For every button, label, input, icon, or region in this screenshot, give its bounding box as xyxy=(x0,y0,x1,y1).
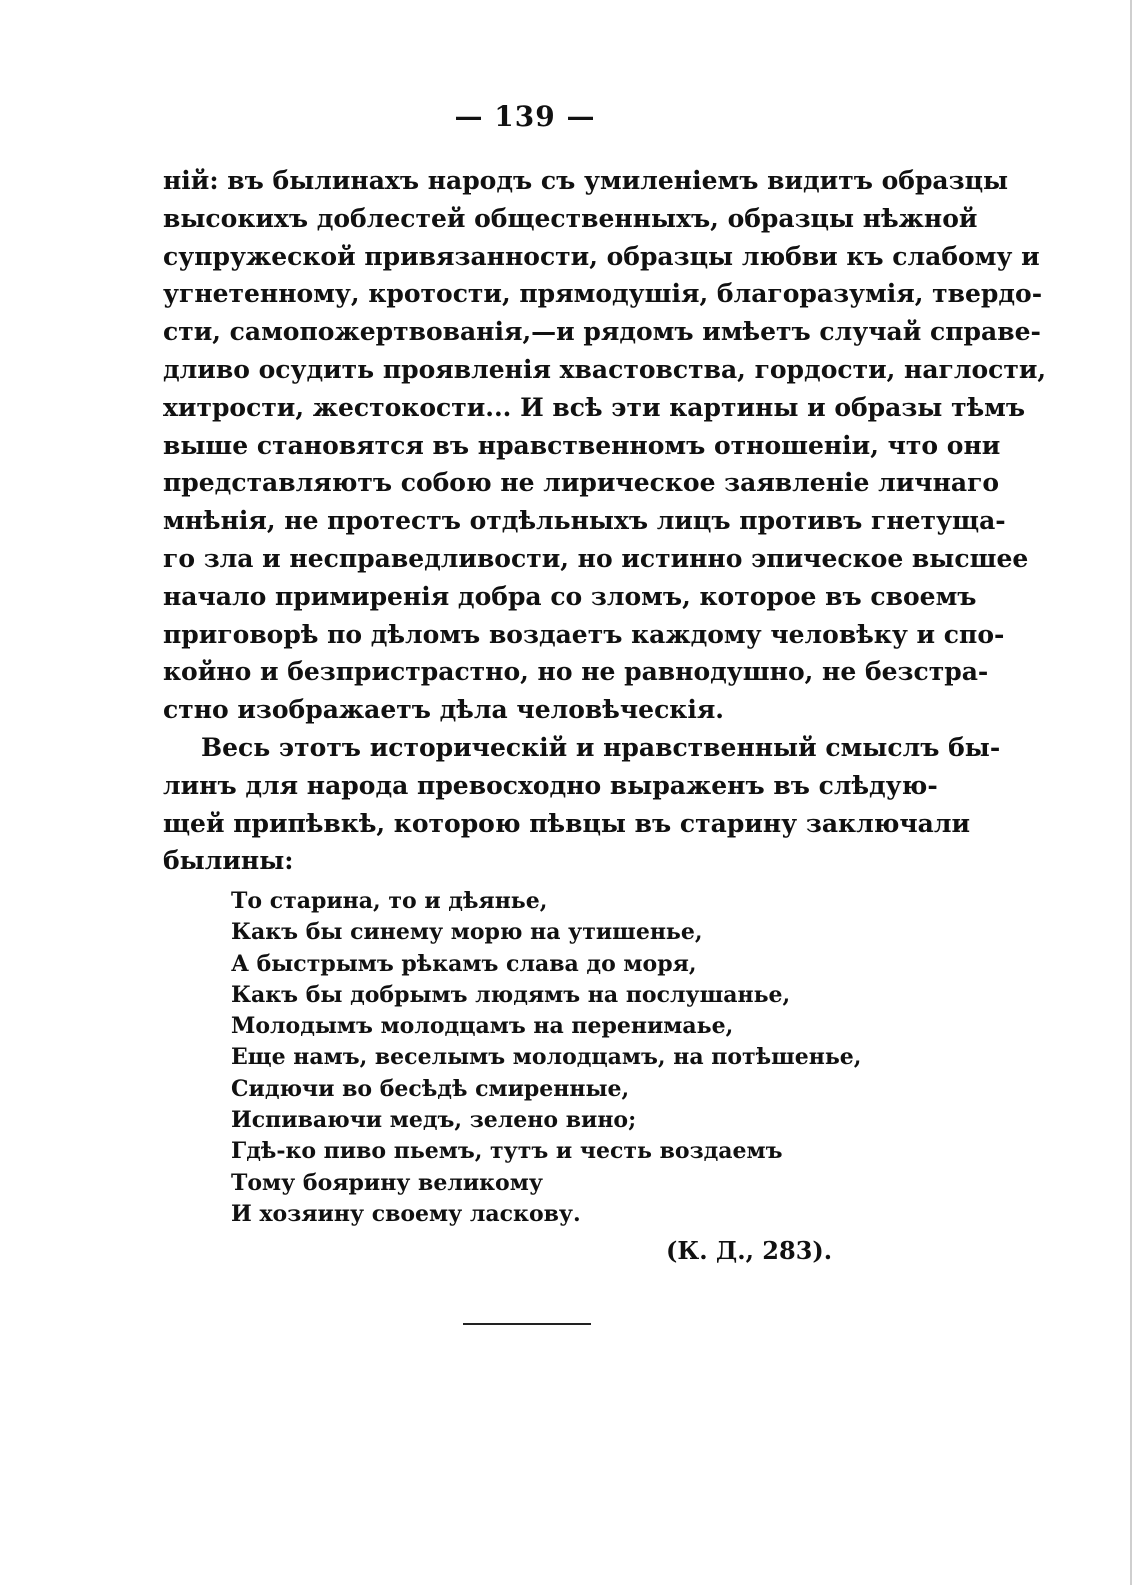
verse-line: Какъ бы добрымъ людямъ на послушанье, xyxy=(231,981,791,1008)
body-text xyxy=(163,162,1047,880)
source-citation: (К. Д., 283). xyxy=(666,1236,833,1265)
text-line: угнетенному, кротости, прямодушія, благоразумія, твердо- xyxy=(163,279,1043,309)
verse-line: Испиваючи медъ, зелено вино; xyxy=(231,1107,637,1134)
verse-line: Гдѣ-ко пиво пьемъ, тутъ и честь воздаемъ xyxy=(231,1138,783,1165)
text-line: линъ для народа превосходно выраженъ въ слѣдую- xyxy=(163,770,938,800)
page-number: — 139 — xyxy=(454,100,596,133)
text-line: мнѣнія, не протестъ отдѣльныхъ лицъ противъ гнетуща- xyxy=(163,506,1006,536)
verse-block xyxy=(231,886,862,1230)
text-line: дливо осудить проявленія хвастовства, гордости, наглости, xyxy=(163,354,1047,384)
text-line: высокихъ доблестей общественныхъ, образцы нѣжной xyxy=(163,203,978,233)
divider-rule xyxy=(463,1323,591,1325)
verse-line: И хозяину своему ласкову. xyxy=(231,1200,581,1227)
text-line: ній: въ былинахъ народъ съ умиленіемъ видитъ образцы xyxy=(163,166,1009,195)
text-line: койно и безпристрастно, но не равнодушно, не безстра- xyxy=(163,657,989,687)
verse-line: То старина, то и дѣянье, xyxy=(231,888,548,914)
text-line: выше становятся въ нравственномъ отношеніи, что они xyxy=(163,430,1001,460)
text-line: хитрости, жестокости... И всѣ эти картины и образы тѣмъ xyxy=(163,392,1026,422)
text-line: стно изображаетъ дѣла человѣческія. xyxy=(163,695,725,725)
verse-line: Какъ бы синему морю на утишенье, xyxy=(231,919,703,946)
text-line: сти, самопожертвованія,—и рядомъ имѣетъ случай справе- xyxy=(163,317,1041,347)
text-line: начало примиренія добра со зломъ, которое въ своемъ xyxy=(163,581,977,611)
verse-line: Молодымъ молодцамъ на перенимаье, xyxy=(231,1013,734,1040)
verse-line: Сидючи во бесѣдѣ смиренные, xyxy=(231,1075,630,1102)
verse-line: Еще намъ, веселымъ молодцамъ, на потѣшенье, xyxy=(231,1044,862,1071)
text-line: Весь этотъ историческій и нравственный смыслъ бы- xyxy=(201,732,1001,762)
text-line: супружеской привязанности, образцы любви къ слабому и xyxy=(163,241,1040,271)
verse-line: Тому боярину великому xyxy=(231,1169,543,1196)
page-edge xyxy=(1130,0,1132,1585)
verse-line: А быстрымъ рѣкамъ слава до моря, xyxy=(231,950,697,977)
text-line: го зла и несправедливости, но истинно эпическое высшее xyxy=(163,543,1029,573)
text-line: представляютъ собою не лирическое заявленіе личнаго xyxy=(163,468,1000,498)
text-line: щей припѣвкѣ, которою пѣвцы въ старину заключали xyxy=(163,808,971,838)
text-line: приговорѣ по дѣломъ воздаетъ каждому человѣку и спо- xyxy=(163,619,1005,649)
text-line: былины: xyxy=(163,846,294,876)
